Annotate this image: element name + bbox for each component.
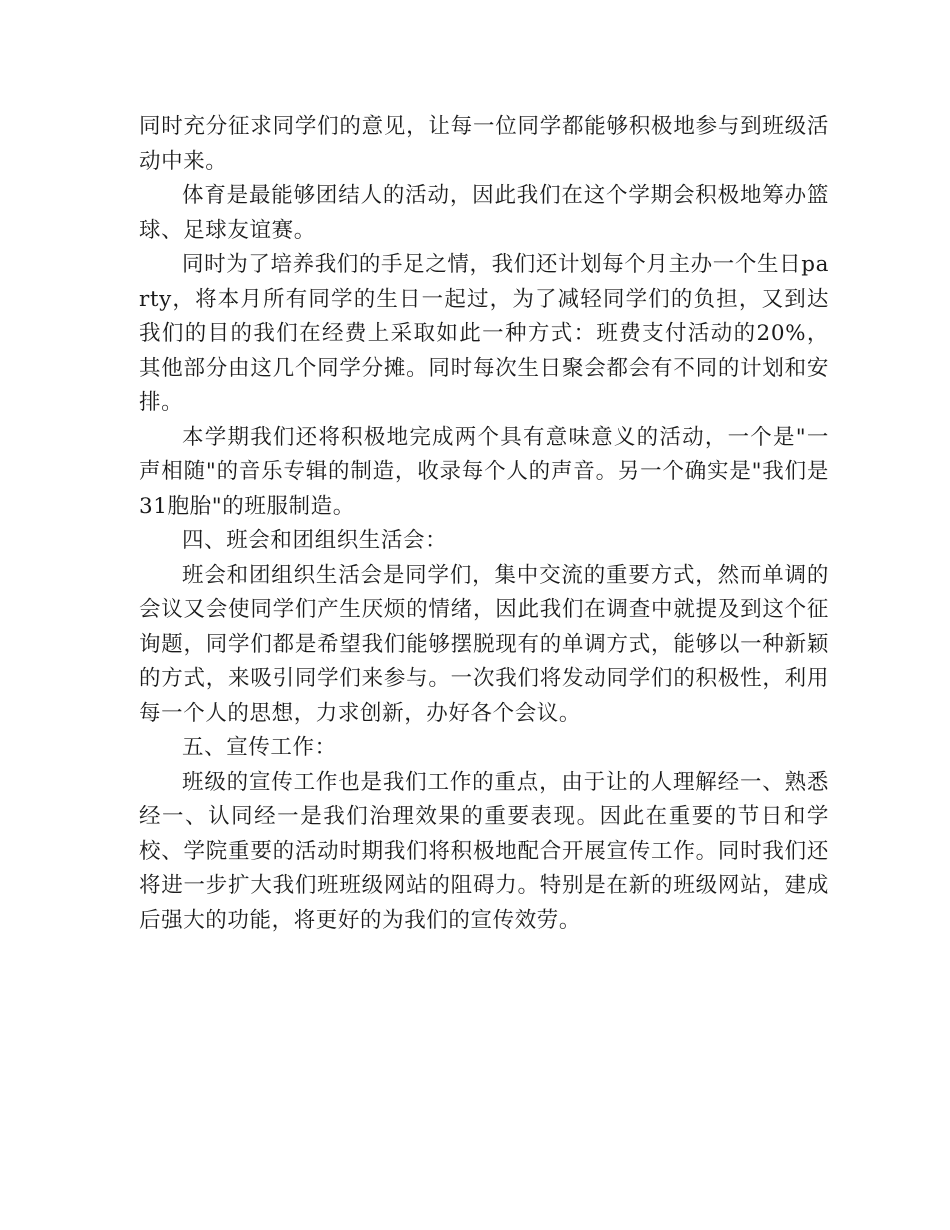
paragraph-continuation: 同时充分征求同学们的意见，让每一位同学都能够积极地参与到班级活动中来。 <box>139 114 829 174</box>
document-body <box>139 110 829 938</box>
paragraph-sports: 体育是最能够团结人的活动，因此我们在这个学期会积极地筹办篮球、足球友谊赛。 <box>139 183 829 243</box>
section-heading-publicity: 五、宣传工作： <box>182 735 337 760</box>
paragraph-birthday-party: 同时为了培养我们的手足之情，我们还计划每个月主办一个生日party，将本月所有同学的生日一起过，为了减轻同学们的负担，又到达我们的目的我们在经费上采取如此一种方式：班费支付活动的20%，其他部分由这几个同学分摊。同时每次生日聚会都会有不同的计划和安排。 <box>139 252 829 415</box>
section-heading-class-meetings: 四、班会和团组织生活会： <box>182 528 448 553</box>
paragraph-class-meetings: 班会和团组织生活会是同学们，集中交流的重要方式，然而单调的会议又会使同学们产生厌烦的情绪，因此我们在调查中就提及到这个征询题，同学们都是希望我们能够摆脱现有的单调方式，能够以一种新颖的方式，来吸引同学们来参与。一次我们将发动同学们的积极性，利用每一个人的思想，力求创新，办好各个会议。 <box>139 562 829 726</box>
paragraph-publicity: 班级的宣传工作也是我们工作的重点，由于让的人理解经一、熟悉经一、认同经一是我们治理效果的重要表现。因此在重要的节日和学校、学院重要的活动时期我们将积极地配合开展宣传工作。同时我们还将进一步扩大我们班班级网站的阻碍力。特别是在新的班级网站，建成后强大的功能，将更好的为我们的宣传效劳。 <box>139 769 829 933</box>
paragraph-semester-activities: 本学期我们还将积极地完成两个具有意味意义的活动，一个是"一声相随"的音乐专辑的制造，收录每个人的声音。另一个确实是"我们是31胞胎"的班服制造。 <box>139 424 829 519</box>
